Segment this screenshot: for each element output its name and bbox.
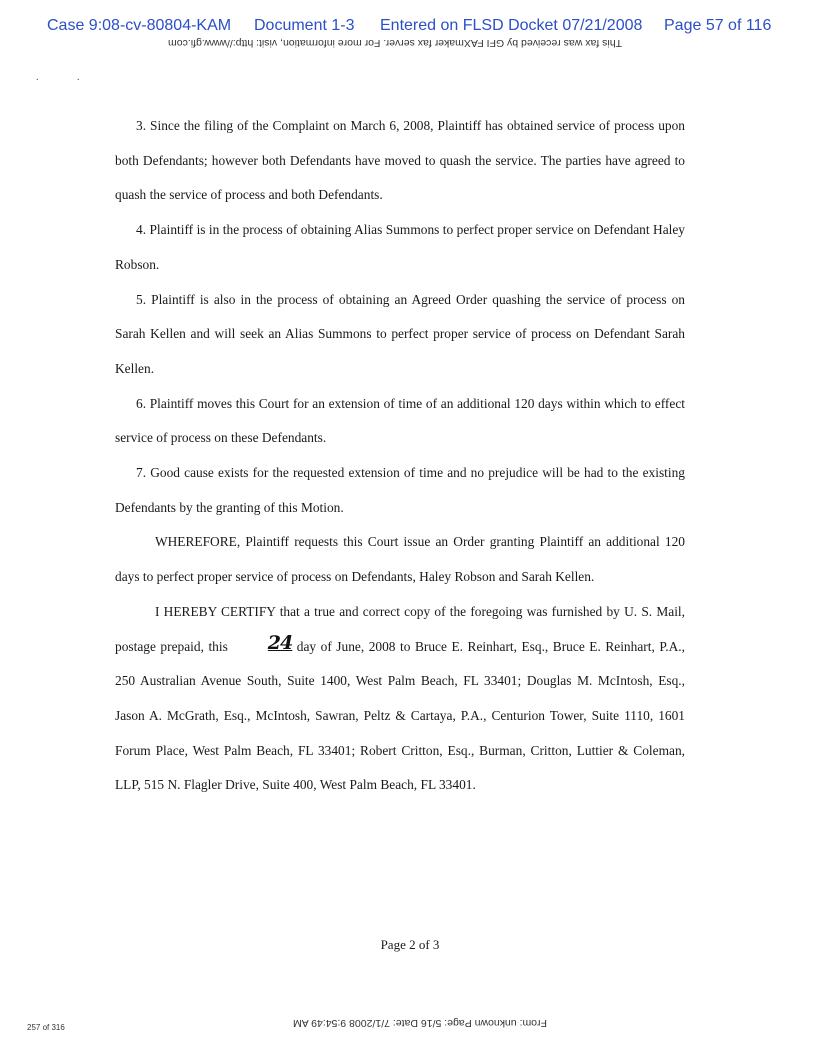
certificate-text-end: day of June, 2008 to Bruce E. Reinhart, Esq., Bruce E. Reinhart, P.A., 250 Australian Avenue South, Suite 1400, West Palm Beach, FL 33401; Douglas M. McIntosh, Esq., Jason A. McGrath, Esq., McIntosh, Sawran, Peltz & Cartaya, P.A., Centurion Tower, Suite 1110, 1601 Forum Place, West Palm Beach, FL 33401; Robert Critton, Esq., Burman, Critton, Luttier & Coleman, LLP, 515 N. Flagler Drive, Suite 400, West Palm Beach, FL 33401. [115,638,685,793]
paragraph-3: 3. Since the filing of the Complaint on March 6, 2008, Plaintiff has obtained service of process upon both Defendants; however both Defendants have moved to quash the service. The parties have agreed to quash the service of process and both Defendants. [115,118,685,203]
paragraph-5: 5. Plaintiff is also in the process of obtaining an Agreed Order quashing the service of process on Sarah Kellen and will seek an Alias Summons to perfect proper service of process on Defendant Sarah Kellen. [115,291,685,376]
paragraph-4: 4. Plaintiff is in the process of obtaining Alias Summons to perfect proper service on Defendant Haley Robson. [115,222,685,272]
case-number: Case 9:08-cv-80804-KAM [47,17,232,34]
paragraph-7: 7. Good cause exists for the requested extension of time and no prejudice will be had to the existing Defendants by the granting of this Motion. [115,465,685,515]
handwritten-day: 24 [267,631,293,654]
scan-specks: . . [36,72,98,83]
fax-header-upside-down: This fax was received by GFI FAXmaker fax server. For more information, visit: http://www.gfi.com [168,37,622,49]
docket-entry: Entered on FLSD Docket 07/21/2008 [380,17,643,34]
certificate-of-service [115,595,685,803]
paragraph-6: 6. Plaintiff moves this Court for an extension of time of an additional 120 days within which to effect service of process on these Defendants. [115,395,685,446]
bates-page-id: 257 of 316 [27,1023,65,1032]
wherefore-clause: WHEREFORE, Plaintiff requests this Court issue an Order granting Plaintiff an additional 120 days to perfect proper service of process on Defendants, Haley Robson and Sarah Kellen. [115,534,685,585]
document-body [115,109,685,803]
page-number: Page 2 of 3 [380,937,440,952]
fax-footer-upside-down: From: unknown Page: 5/16 Date: 7/1/2008 9:54:49 AM [293,1017,547,1029]
page-count: Page 57 of 116 [664,17,772,34]
document-number: Document 1-3 [254,17,355,34]
certificate-text-start: I HEREBY CERTIFY that a true and correct copy of the foregoing was furnished by U. S. Mail, postage prepaid, this [115,603,685,654]
